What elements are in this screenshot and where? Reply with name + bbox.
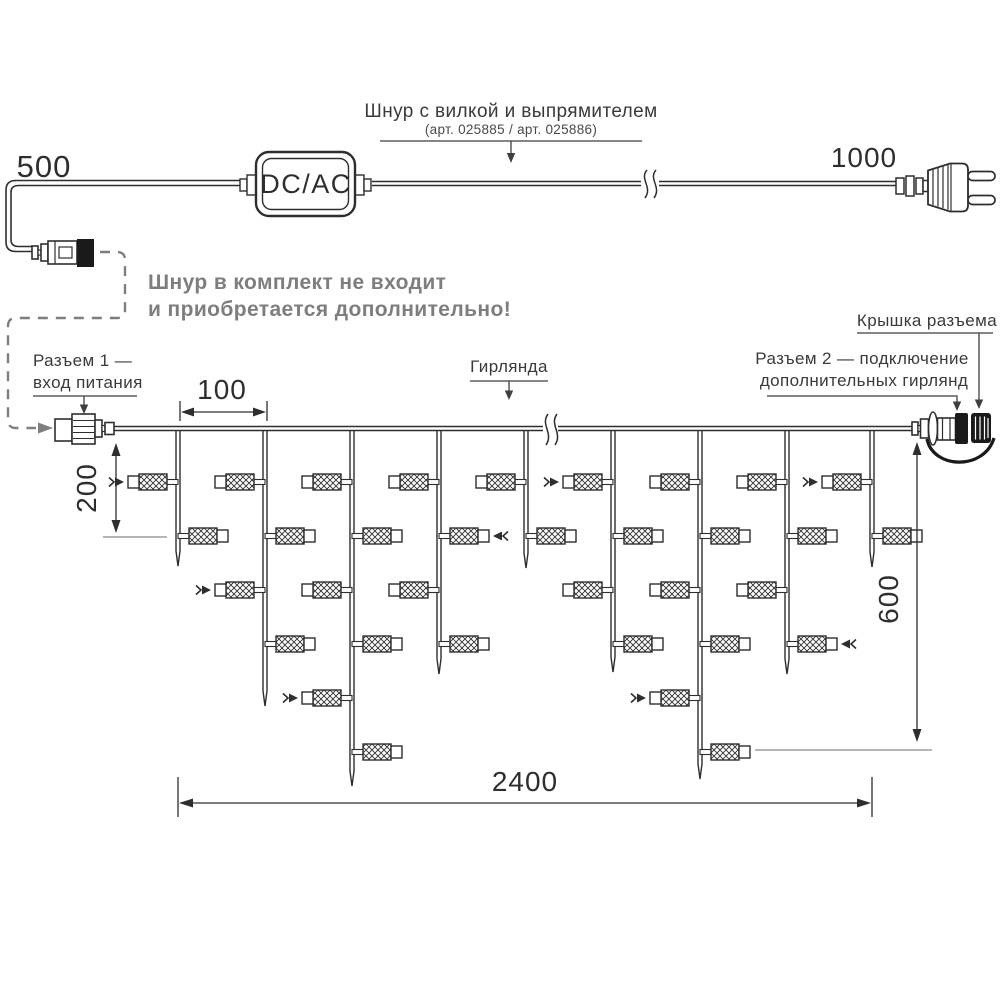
lamp	[283, 690, 352, 706]
dim-100-label: 100	[197, 374, 247, 405]
lamp	[265, 636, 315, 652]
input-connector	[55, 414, 114, 444]
lamp-cap	[304, 530, 315, 542]
lamp	[196, 582, 265, 598]
drop-wire	[437, 431, 441, 674]
lamp-cap	[391, 530, 402, 542]
lamp-cap	[563, 584, 574, 596]
lamp-body	[574, 582, 602, 598]
lamp-direction-arrowhead	[493, 532, 502, 541]
dim-600-label: 600	[873, 574, 904, 624]
lamp-cap	[302, 476, 313, 488]
lamp	[352, 744, 402, 760]
lamp-body	[189, 528, 217, 544]
lamp-stub	[613, 534, 624, 539]
lamp	[650, 474, 700, 490]
lamp-cap	[389, 476, 400, 488]
power-plug	[896, 164, 995, 212]
lamp-cap	[739, 638, 750, 650]
lamp-body	[363, 744, 391, 760]
lamp-cap	[739, 746, 750, 758]
lamp-body	[487, 474, 515, 490]
cord-left-segment	[6, 181, 240, 252]
lamp-direction-chevron	[803, 478, 808, 487]
lamp-stub	[352, 534, 363, 539]
connector2-leader	[767, 396, 957, 404]
lamp-stub	[439, 534, 450, 539]
lamp-cap	[476, 476, 487, 488]
lamp-stub	[428, 480, 439, 485]
drop	[544, 431, 663, 672]
lamp-cap	[563, 476, 574, 488]
connector2-black-body	[955, 413, 968, 444]
drop	[109, 431, 228, 566]
lamp-body	[624, 636, 652, 652]
lamp-direction-chevron	[109, 478, 114, 487]
lamp-body	[313, 474, 341, 490]
lamp-body	[139, 474, 167, 490]
lamp-body	[711, 636, 739, 652]
lamp	[872, 528, 922, 544]
dim-2400-arrow-left	[179, 799, 193, 808]
lamp-stub	[861, 480, 872, 485]
lamp-cap	[391, 638, 402, 650]
garland-drops	[109, 431, 922, 786]
lamp-direction-chevron	[544, 478, 549, 487]
lamp-body	[276, 528, 304, 544]
lamp-cap	[650, 692, 661, 704]
lamp-stub	[613, 642, 624, 647]
lamp-cap	[822, 476, 833, 488]
drop-wire	[263, 431, 267, 706]
plug-prong-top	[968, 172, 995, 181]
lamp-cap	[650, 584, 661, 596]
lamp	[631, 690, 700, 706]
lamp-stub	[602, 480, 613, 485]
cord-title-arrowhead	[507, 153, 515, 163]
lamp-body	[450, 636, 478, 652]
drop-wire	[785, 431, 789, 674]
lamp-direction-arrowhead	[637, 694, 646, 703]
lamp-direction-arrowhead	[202, 586, 211, 595]
lamp-cap	[215, 584, 226, 596]
lamp-body	[624, 528, 652, 544]
lamp-stub	[265, 642, 276, 647]
lamp	[737, 474, 787, 490]
lamp	[613, 528, 663, 544]
lamp-stub	[602, 588, 613, 593]
lamp	[352, 528, 402, 544]
lamp-stub	[254, 480, 265, 485]
lamp-cap	[302, 584, 313, 596]
lamp-body	[748, 474, 776, 490]
lamp-body	[798, 528, 826, 544]
lamp	[302, 582, 352, 598]
dim-200-arrow-bottom	[112, 520, 121, 533]
note-line1: Шнур в комплект не входит	[148, 271, 447, 294]
cap-label: Крышка разъема	[856, 311, 998, 330]
lamp	[439, 528, 508, 544]
drop	[196, 431, 315, 706]
lamp-body	[711, 744, 739, 760]
garland-label-arrowhead	[505, 391, 513, 401]
lamp-stub	[265, 534, 276, 539]
extension-connector	[912, 412, 994, 462]
lamp-stub	[526, 534, 537, 539]
lamp-stub	[254, 588, 265, 593]
lamp	[389, 582, 439, 598]
dim-200	[103, 451, 167, 537]
lamp-cap	[737, 584, 748, 596]
lamp-stub	[787, 642, 798, 647]
lamp-direction-arrowhead	[809, 478, 818, 487]
lamp	[352, 636, 402, 652]
lamp-cap	[826, 638, 837, 650]
dim-600-arrow-bottom	[913, 729, 922, 742]
dim-100-arrow-right	[253, 408, 266, 417]
cord-subtitle: (арт. 025885 / арт. 025886)	[424, 122, 598, 137]
lamp-cap	[478, 638, 489, 650]
lamp-direction-chevron	[851, 640, 856, 649]
garland-label: Гирлянда	[470, 357, 548, 376]
lamp-direction-chevron	[503, 532, 508, 541]
lamp-body	[400, 474, 428, 490]
lamp-stub	[700, 750, 711, 755]
lamp	[389, 474, 439, 490]
lamp-cap	[304, 638, 315, 650]
dim-1000-label: 1000	[830, 142, 898, 173]
lamp-stub	[689, 588, 700, 593]
dc-ac-label: DC/AC	[260, 169, 352, 199]
drop-wire	[524, 431, 528, 568]
lamp-stub	[689, 696, 700, 701]
dim-200-label: 200	[71, 463, 102, 513]
lamp-cap	[739, 530, 750, 542]
lamp-stub	[700, 642, 711, 647]
lamp-stub	[352, 750, 363, 755]
lamp-cap	[565, 530, 576, 542]
lamp-direction-arrowhead	[841, 640, 850, 649]
lamp	[787, 528, 837, 544]
lamp	[563, 582, 613, 598]
lamp	[787, 636, 856, 652]
lamp-stub	[776, 588, 787, 593]
cord-title: Шнур с вилкой и выпрямителем	[364, 101, 658, 122]
lamp-cap	[652, 638, 663, 650]
lamp-body	[226, 474, 254, 490]
garland-wire	[112, 414, 912, 445]
lamp-body	[363, 528, 391, 544]
lamp-stub	[515, 480, 526, 485]
lamp-body	[226, 582, 254, 598]
drop-wire	[611, 431, 615, 672]
power-output-connector	[32, 239, 94, 267]
lamp-direction-chevron	[196, 586, 201, 595]
dim-2400-label: 2400	[491, 766, 559, 797]
lamp-body	[537, 528, 565, 544]
cord-break-symbol	[644, 170, 656, 198]
lamp	[700, 636, 750, 652]
lamp-stub	[689, 480, 700, 485]
connector1-label-line1: Разъем 1 —	[33, 351, 133, 370]
lamp-stub	[167, 480, 178, 485]
lamp-body	[798, 636, 826, 652]
lamp-stub	[178, 534, 189, 539]
lamp-direction-arrowhead	[289, 694, 298, 703]
drop-wire	[176, 431, 180, 566]
lamp	[302, 474, 352, 490]
lamp	[476, 474, 526, 490]
lamp	[613, 636, 663, 652]
lamp-body	[748, 582, 776, 598]
lamp-cap	[737, 476, 748, 488]
lamp	[544, 474, 613, 490]
note-line2: и приобретается дополнительно!	[148, 298, 512, 321]
lamp	[700, 744, 750, 760]
lamp-stub	[428, 588, 439, 593]
lamp-body	[661, 474, 689, 490]
lamp-body	[400, 582, 428, 598]
lamp-body	[833, 474, 861, 490]
lamp-cap	[215, 476, 226, 488]
lamp-stub	[341, 480, 352, 485]
drop	[389, 431, 508, 674]
lamp-stub	[341, 696, 352, 701]
plug-prong-bottom	[968, 196, 995, 205]
lamp-cap	[128, 476, 139, 488]
dim-200-arrow-top	[112, 443, 121, 456]
connector2-label-line1: Разъем 2 — подключение	[755, 349, 969, 368]
lamp	[803, 474, 872, 490]
drop	[283, 431, 402, 786]
lamp-cap	[826, 530, 837, 542]
dim-2400-arrow-right	[857, 799, 871, 808]
lamp-stub	[872, 534, 883, 539]
lamp-body	[450, 528, 478, 544]
lamp-stub	[776, 480, 787, 485]
connector1-label-line2: вход питания	[33, 373, 143, 392]
lamp-cap	[217, 530, 228, 542]
lamp-stub	[341, 588, 352, 593]
lamp-body	[313, 690, 341, 706]
lamp	[109, 474, 178, 490]
lamp	[265, 528, 315, 544]
lamp-stub	[439, 642, 450, 647]
lamp-cap	[650, 476, 661, 488]
lamp-body	[276, 636, 304, 652]
lamp	[700, 528, 750, 544]
garland-break-symbol	[545, 414, 557, 445]
lamp-body	[574, 474, 602, 490]
lamp-cap	[302, 692, 313, 704]
drop-wire	[870, 431, 874, 567]
lamp-cap	[652, 530, 663, 542]
lamp	[178, 528, 228, 544]
cap-label-arrowhead	[975, 400, 983, 410]
lamp-stub	[700, 534, 711, 539]
lamp-cap	[391, 746, 402, 758]
lamp	[650, 582, 700, 598]
dashed-connection-path	[8, 252, 125, 428]
lamp	[215, 474, 265, 490]
connector-black-cap	[77, 239, 94, 267]
lamp-body	[711, 528, 739, 544]
drop	[803, 431, 922, 567]
dim-500-label: 500	[16, 149, 72, 184]
lamp-stub	[787, 534, 798, 539]
lamp-direction-arrowhead	[550, 478, 559, 487]
connector1-arrowhead	[80, 405, 88, 415]
dashed-path-arrowhead	[38, 423, 53, 434]
lamp	[439, 636, 489, 652]
lamp-body	[661, 582, 689, 598]
dim-100-arrow-left	[181, 408, 194, 417]
lamp	[737, 582, 787, 598]
drop	[476, 431, 576, 568]
cord-right-segment	[372, 170, 897, 198]
lamp-body	[661, 690, 689, 706]
drop	[631, 431, 750, 779]
lamp-direction-chevron	[283, 694, 288, 703]
lamp-body	[313, 582, 341, 598]
lamp-cap	[389, 584, 400, 596]
dim-600	[755, 450, 932, 750]
lamp-body	[363, 636, 391, 652]
lamp-cap	[478, 530, 489, 542]
connector2-label-line2: дополнительных гирлянд	[759, 371, 969, 390]
lamp	[526, 528, 576, 544]
dim-600-arrow-top	[913, 442, 922, 455]
cord-title-leader	[380, 141, 642, 155]
connector2-arrowhead	[953, 402, 961, 412]
drop	[737, 431, 856, 674]
lamp-body	[883, 528, 911, 544]
lamp-stub	[352, 642, 363, 647]
lamp-direction-chevron	[631, 694, 636, 703]
